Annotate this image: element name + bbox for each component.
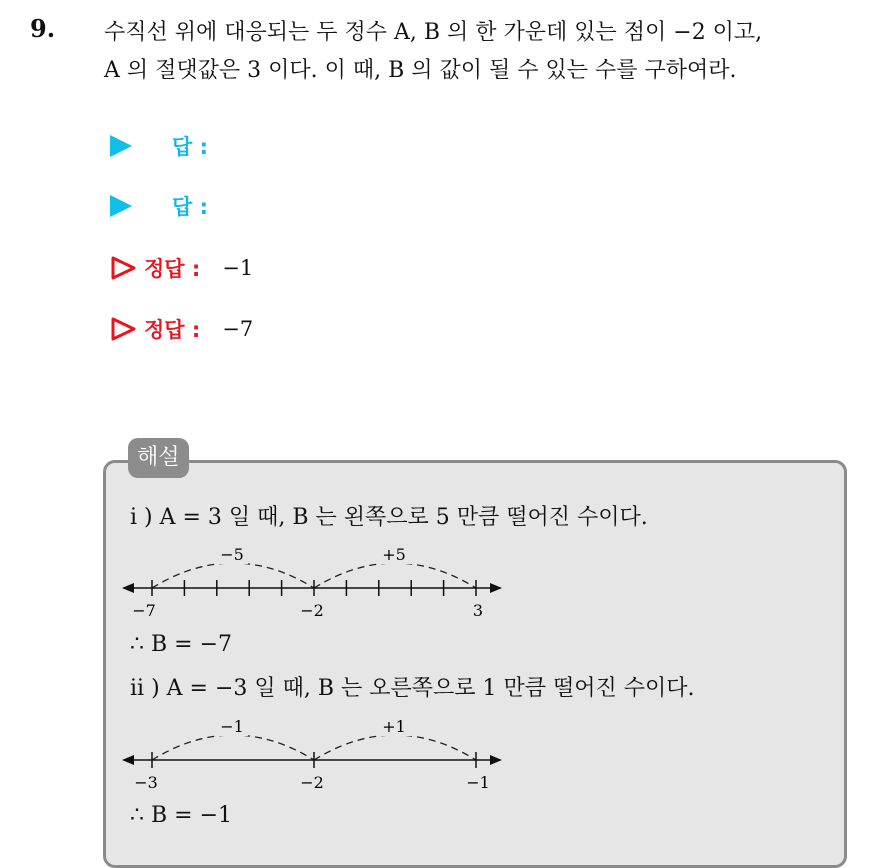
arc-label-right: +1 — [382, 717, 406, 736]
correct-label: 정답 : — [144, 257, 201, 281]
arc-label-left: −5 — [220, 545, 244, 564]
correct-row-2 — [110, 311, 253, 347]
play-arrow-icon — [110, 135, 132, 157]
outline-arrow-icon — [110, 255, 138, 281]
jump-arc-right — [314, 735, 476, 760]
correct-row-1 — [110, 250, 253, 286]
arc-label-left: −1 — [220, 717, 244, 736]
arc-label-right: +5 — [382, 545, 406, 564]
number-line-case1 — [118, 540, 518, 630]
case1-conclusion: ∴ B = −7 — [130, 632, 233, 657]
outline-arrow-icon — [110, 316, 138, 342]
answer-label: 답 : — [172, 135, 208, 159]
jump-arc-right — [314, 563, 476, 588]
tick-label: −1 — [466, 773, 490, 792]
answer-row-1 — [110, 128, 208, 164]
axis-arrow-left — [122, 583, 134, 593]
correct-value: −1 — [222, 256, 254, 280]
case2-conclusion: ∴ B = −1 — [130, 803, 233, 828]
jump-arc-left — [152, 735, 314, 760]
number-line-case2 — [118, 712, 518, 802]
question-number: 9. — [30, 14, 56, 43]
answer-label: 답 : — [172, 195, 208, 219]
axis-arrow-left — [122, 755, 134, 765]
tick-label: 3 — [472, 601, 484, 620]
case2-text: ii ) A = −3 일 때, B 는 오른쪽으로 1 만큼 떨어진 수이다. — [130, 676, 695, 701]
jump-arc-left — [152, 563, 314, 588]
axis-arrow-right — [490, 755, 502, 765]
case1-text: i ) A = 3 일 때, B 는 왼쪽으로 5 만큼 떨어진 수이다. — [130, 505, 648, 530]
solution-tag: 해설 — [128, 438, 189, 478]
tick-label: −3 — [134, 773, 158, 792]
answer-row-2 — [110, 188, 208, 224]
correct-label: 정답 : — [144, 318, 201, 342]
question-text: 수직선 위에 대응되는 두 정수 A, B 의 한 가운데 있는 점이 −2 이고, A 의 절댓값은 3 이다. 이 때, B 의 값이 될 수 있는 수를 구하여라. — [104, 20, 763, 83]
play-arrow-icon — [110, 195, 132, 217]
tick-label: −2 — [300, 601, 324, 620]
tick-label: −7 — [132, 601, 156, 620]
correct-value: −7 — [222, 317, 254, 341]
axis-arrow-right — [490, 583, 502, 593]
tick-label: −2 — [300, 773, 324, 792]
